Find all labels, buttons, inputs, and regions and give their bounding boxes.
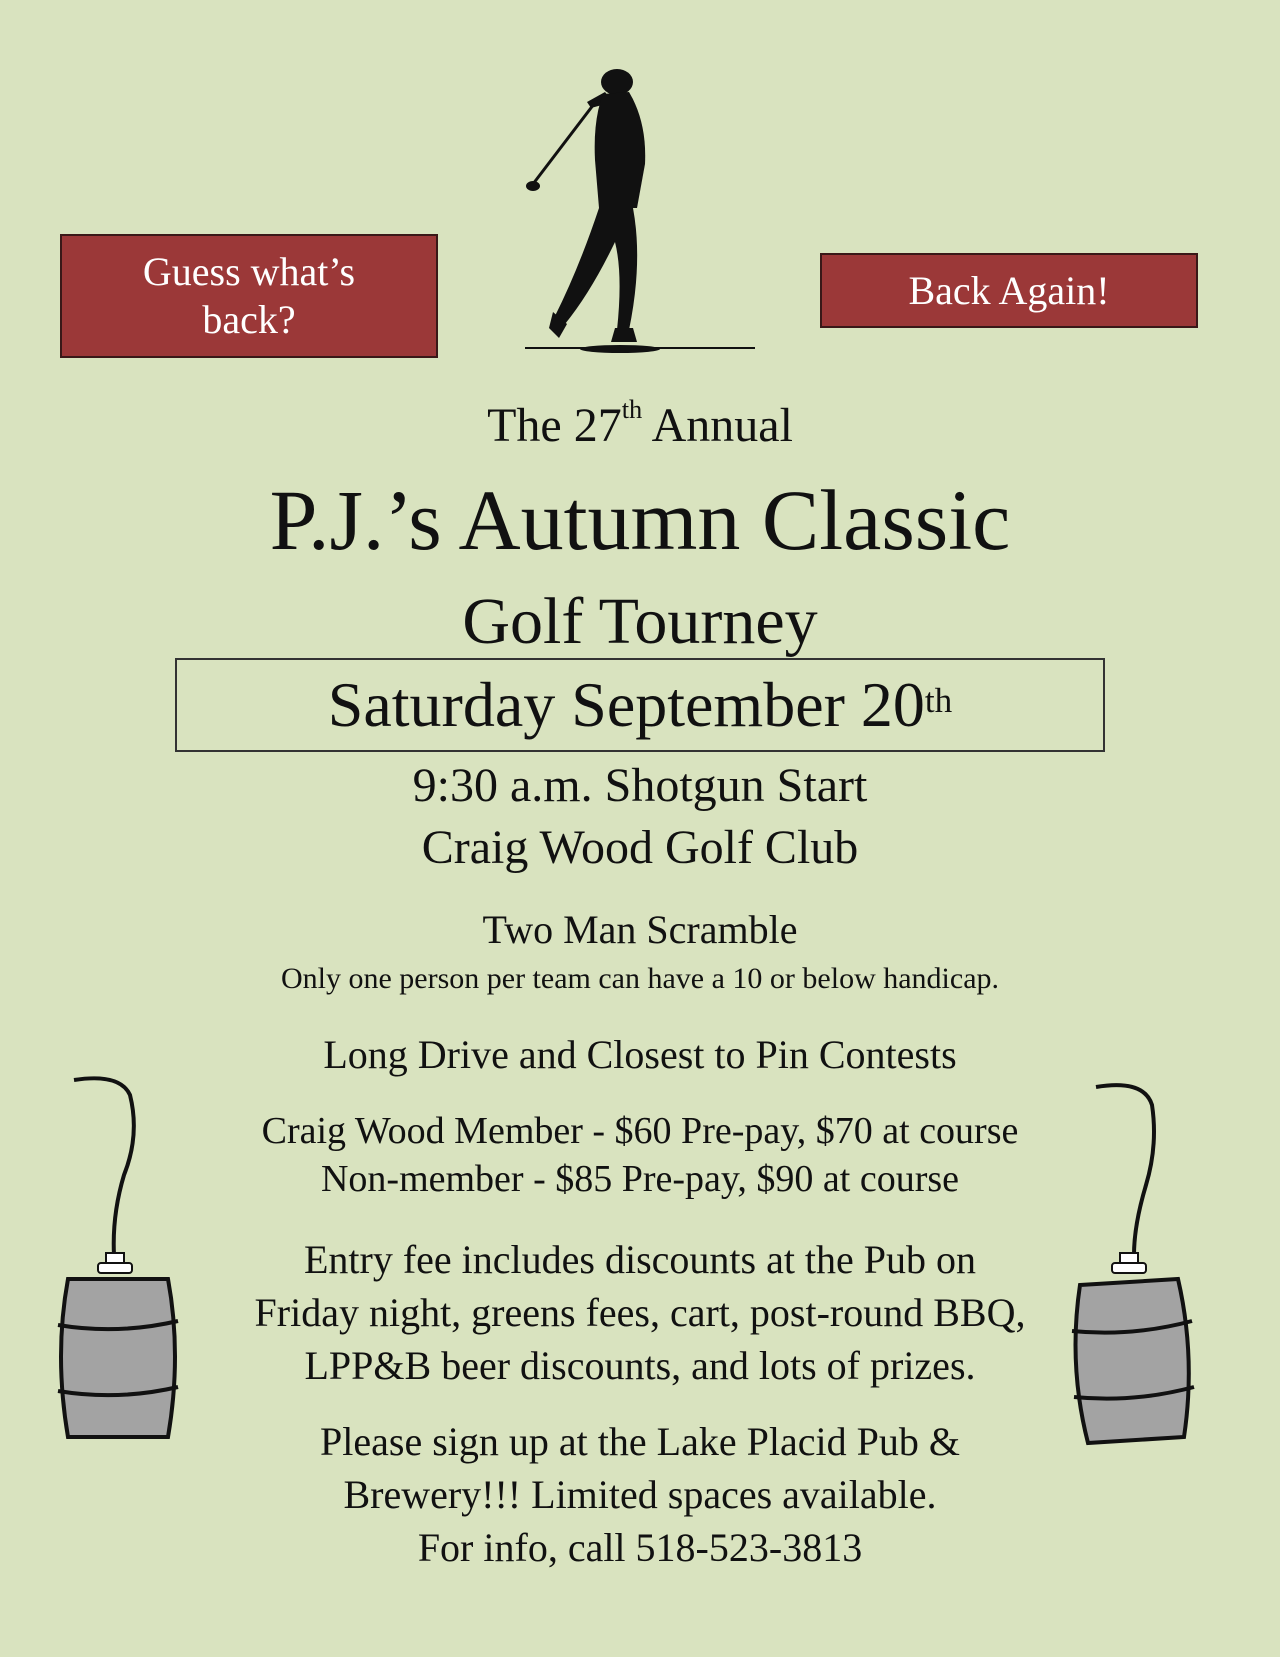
signup-line: For info, call 518-523-3813 xyxy=(417,1525,863,1570)
start-time: 9:30 a.m. Shotgun Start xyxy=(412,759,868,812)
event-title: P.J.’s Autumn Classic xyxy=(269,472,1011,568)
member-price: Craig Wood Member - $60 Pre-pay, $70 at course xyxy=(261,1110,1019,1152)
format-name: Two Man Scramble xyxy=(482,907,798,952)
venue-name: Craig Wood Golf Club xyxy=(421,821,859,874)
golfer-silhouette-icon xyxy=(525,62,755,362)
signup-line: Please sign up at the Lake Placid Pub & xyxy=(320,1419,960,1464)
includes-line: Friday night, greens fees, cart, post-round BBQ, xyxy=(254,1290,1026,1335)
includes-line: LPP&B beer discounts, and lots of prizes. xyxy=(304,1343,976,1388)
annual-heading: The 27th Annual xyxy=(487,394,793,452)
event-date-box xyxy=(175,658,1105,752)
signup-line: Brewery!!! Limited spaces available. xyxy=(343,1472,937,1517)
beer-keg-icon xyxy=(1060,1075,1200,1495)
back-again-badge xyxy=(820,253,1198,328)
guess-whats-back-text: Guess what’s back? xyxy=(142,249,356,342)
handicap-rule: Only one person per team can have a 10 or below handicap. xyxy=(280,962,1000,995)
includes-line: Entry fee includes discounts at the Pub on xyxy=(303,1237,977,1282)
non-member-price: Non-member - $85 Pre-pay, $90 at course xyxy=(320,1158,960,1200)
event-date: Saturday September 20th xyxy=(327,669,953,740)
guess-whats-back-badge xyxy=(60,234,438,358)
beer-keg-icon xyxy=(40,1075,180,1495)
event-subtitle: Golf Tourney xyxy=(462,585,818,658)
back-again-text: Back Again! xyxy=(908,267,1110,313)
contests-line: Long Drive and Closest to Pin Contests xyxy=(323,1032,957,1077)
